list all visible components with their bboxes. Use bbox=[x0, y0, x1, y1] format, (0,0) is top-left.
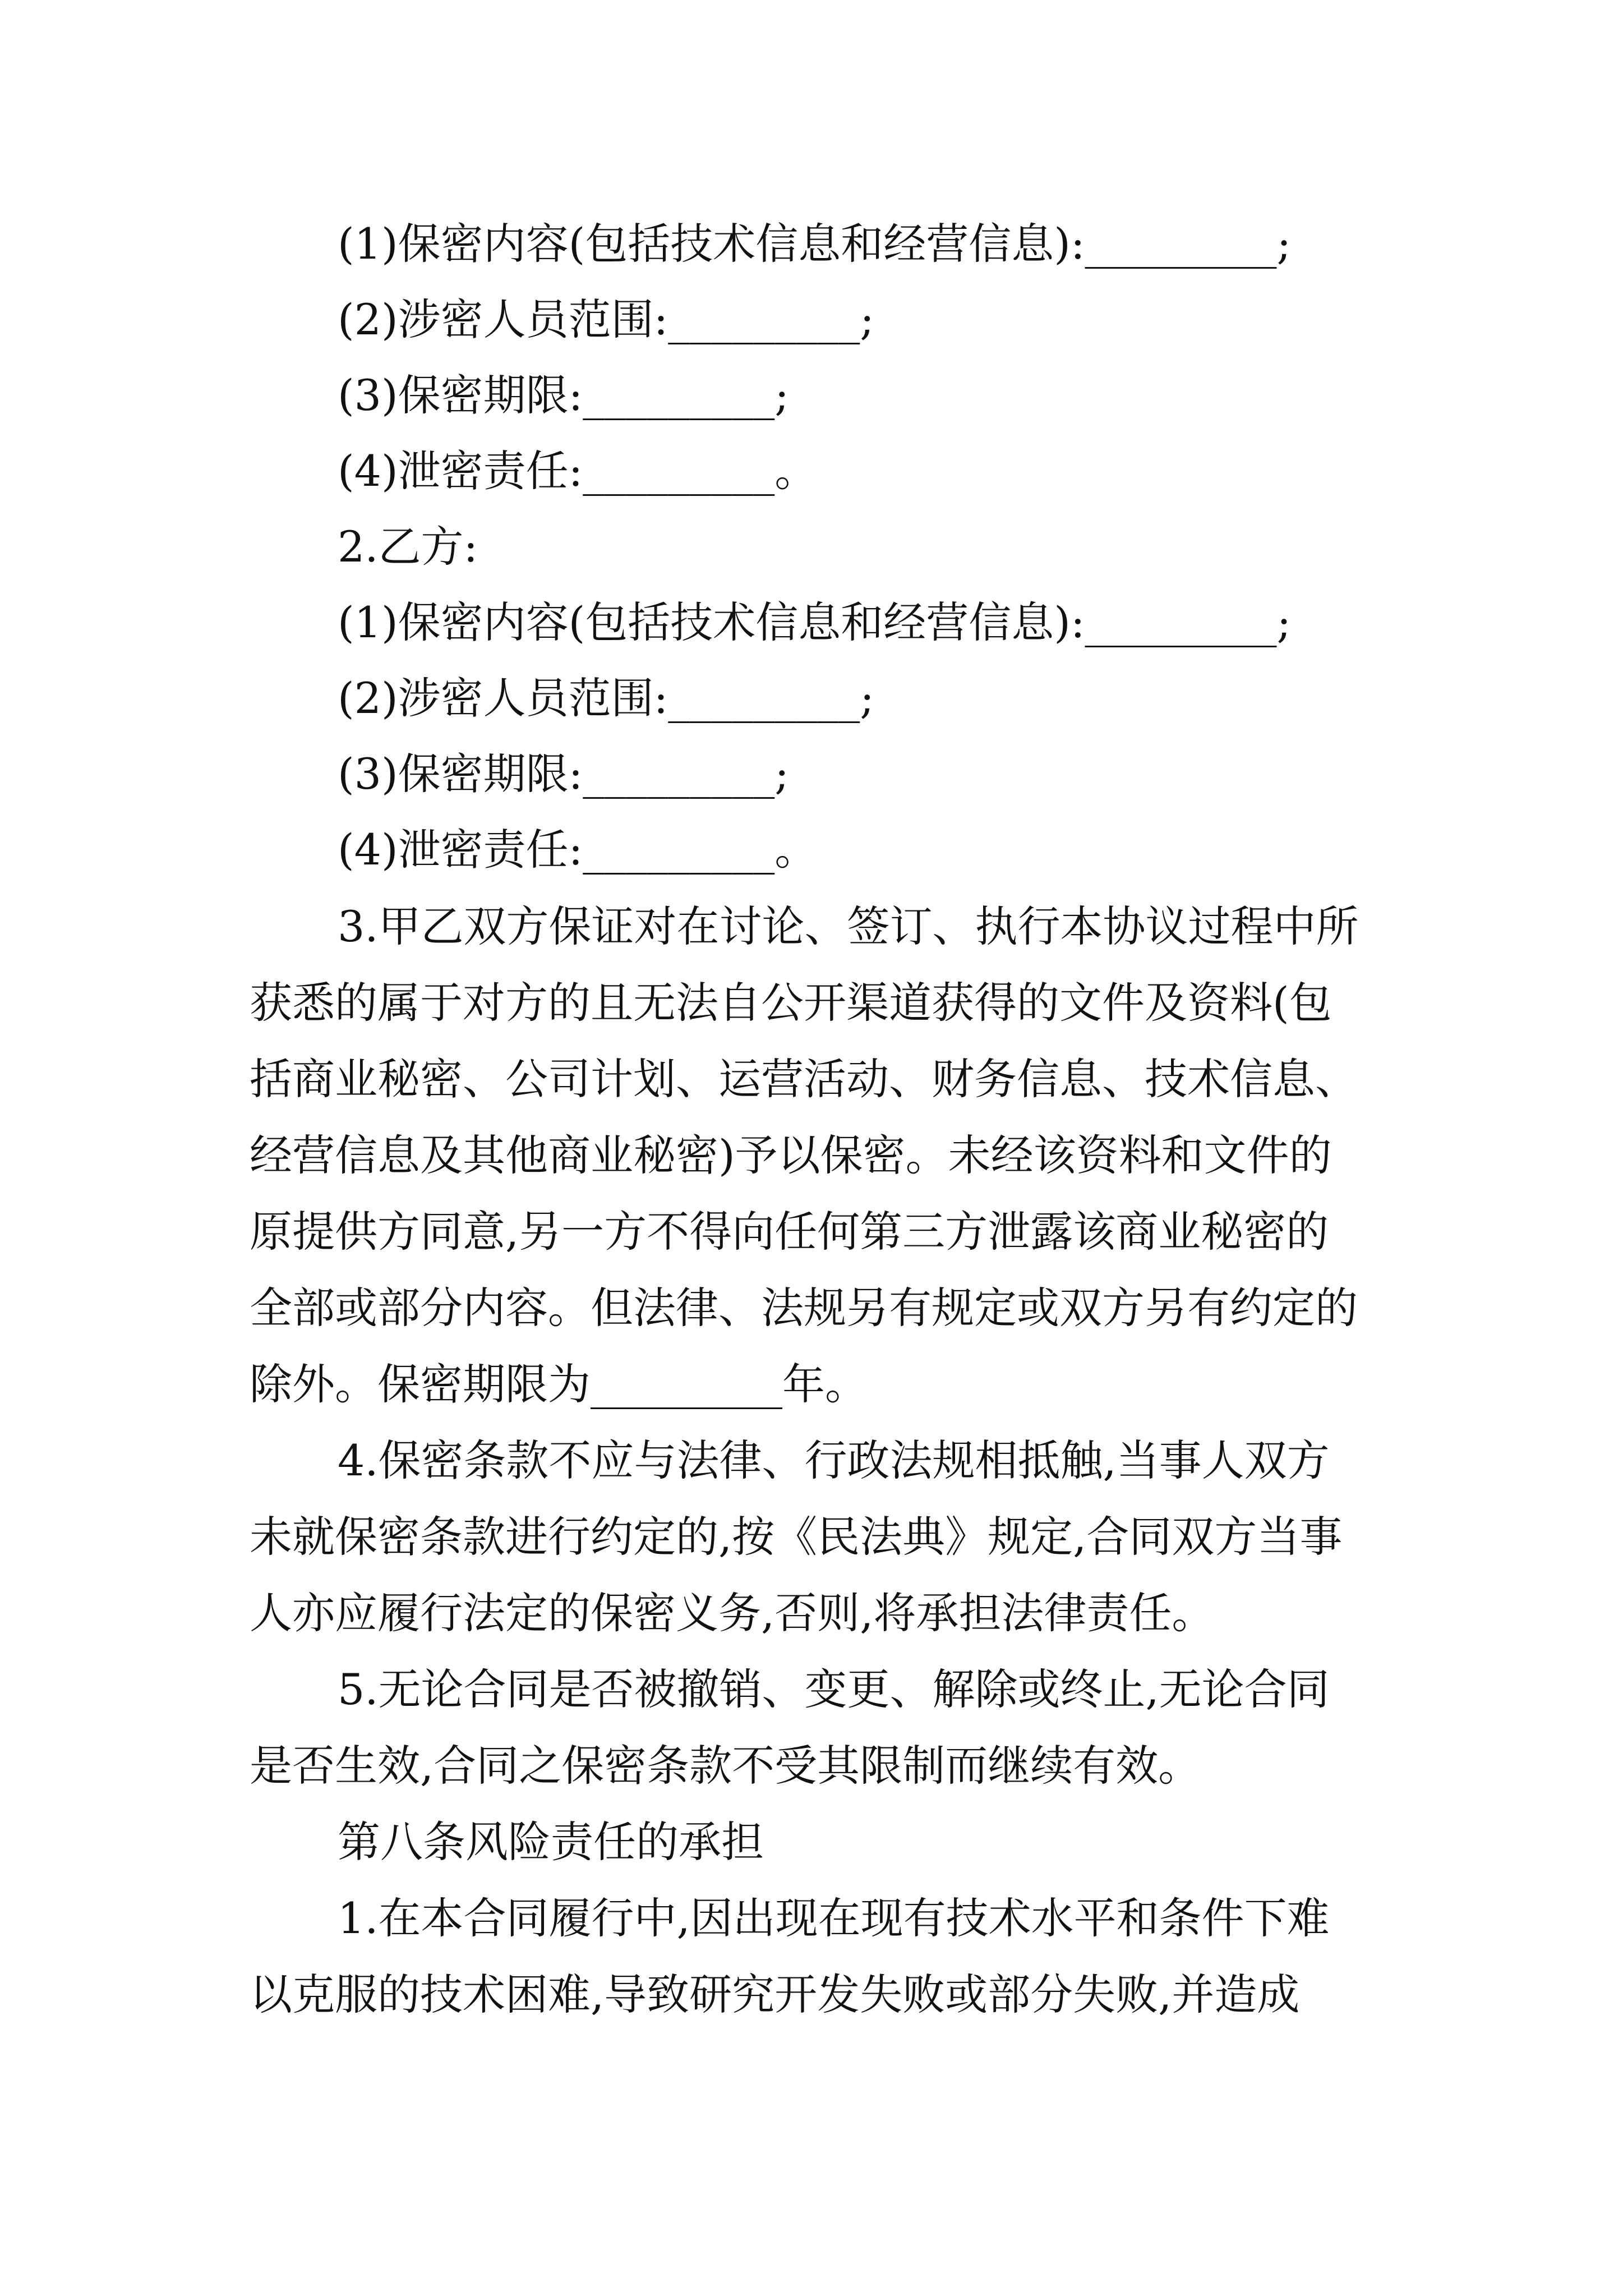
text-line: (3)保密期限:_________; bbox=[338, 370, 789, 420]
text-line: (3)保密期限:_________; bbox=[338, 749, 789, 799]
text-line: 原提供方同意,另一方不得向任何第三方泄露该商业秘密的 bbox=[250, 1207, 1329, 1257]
text-line: (4)泄密责任:_________。 bbox=[338, 446, 818, 496]
text-line: (1)保密内容(包括技术信息和经营信息):_________; bbox=[338, 597, 1292, 647]
text-line: 以克服的技术困难,导致研究开发失败或部分失败,并造成 bbox=[250, 1970, 1300, 2019]
text-line: 5.无论合同是否被撤销、变更、解除或终止,无论合同 bbox=[338, 1664, 1330, 1714]
text-line: 除外。保密期限为_________年。 bbox=[250, 1359, 868, 1409]
text-line: 括商业秘密、公司计划、运营活动、财务信息、技术信息、 bbox=[250, 1054, 1358, 1104]
text-line: (4)泄密责任:_________。 bbox=[338, 825, 818, 875]
text-line: 4.保密条款不应与法律、行政法规相抵触,当事人双方 bbox=[338, 1435, 1330, 1485]
text-line: 1.在本合同履行中,因出现在现有技术水平和条件下难 bbox=[338, 1893, 1330, 1943]
text-line: 未就保密条款进行约定的,按《民法典》规定,合同双方当事 bbox=[250, 1512, 1343, 1562]
text-line: 2.乙方: bbox=[338, 522, 478, 572]
text-line: (1)保密内容(包括技术信息和经营信息):_________; bbox=[338, 219, 1292, 269]
text-line: (2)涉密人员范围:_________; bbox=[338, 295, 874, 344]
text-line: 全部或部分内容。但法律、法规另有规定或双方另有约定的 bbox=[250, 1283, 1358, 1333]
text-line: 获悉的属于对方的且无法自公开渠道获得的文件及资料(包 bbox=[250, 978, 1332, 1028]
text-line: 经营信息及其他商业秘密)予以保密。未经该资料和文件的 bbox=[250, 1130, 1332, 1180]
text-line: 3.甲乙双方保证对在讨论、签订、执行本协议过程中所 bbox=[338, 901, 1359, 951]
text-line: (2)涉密人员范围:_________; bbox=[338, 673, 874, 723]
section-heading: 第八条风险责任的承担 bbox=[338, 1817, 764, 1867]
text-line: 是否生效,合同之保密条款不受其限制而继续有效。 bbox=[250, 1741, 1201, 1791]
text-line: 人亦应履行法定的保密义务,否则,将承担法律责任。 bbox=[250, 1588, 1215, 1638]
